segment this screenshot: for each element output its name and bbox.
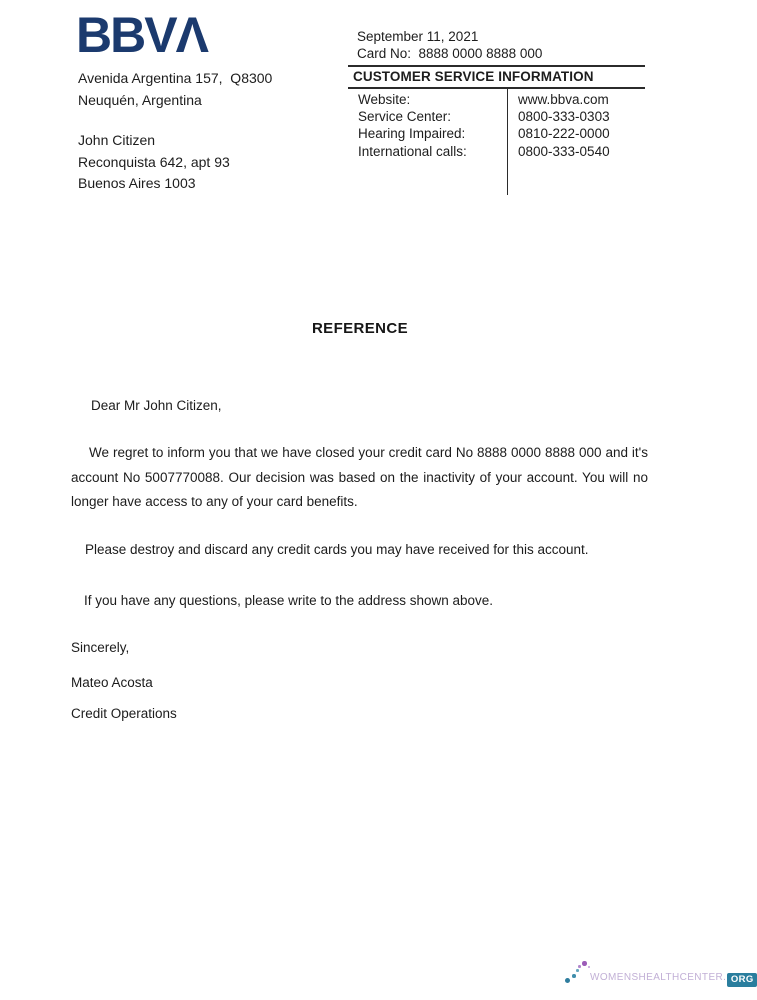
row-value: 0800-333-0540 (518, 143, 610, 159)
customer-service-panel (348, 29, 645, 195)
dot (565, 978, 570, 983)
recipient-address-line: Reconquista 642, apt 93 (78, 153, 230, 170)
sender-address-line: Neuquén, Argentina (78, 91, 202, 108)
recipient-name: John Citizen (78, 132, 156, 148)
table-row (348, 143, 645, 160)
row-label: International calls: (358, 143, 467, 159)
table-row (348, 125, 645, 142)
row-value: 0810-222-0000 (518, 126, 610, 142)
table-row (348, 108, 645, 125)
sender-address-block (78, 68, 272, 111)
recipient-address-line: Buenos Aires 1003 (78, 175, 196, 191)
paragraph-destroy-cards: Please destroy and discard any credit cards you may have received for this account. (85, 542, 589, 557)
dots-swoosh-icon (564, 959, 592, 987)
row-label: Website: (358, 92, 411, 107)
signature-title: Credit Operations (71, 706, 177, 721)
watermark-org-badge: ORG (727, 973, 757, 988)
dot (582, 961, 587, 966)
dot (572, 974, 576, 978)
customer-service-table-title: CUSTOMER SERVICE INFORMATION (348, 67, 645, 89)
watermark-text (590, 972, 757, 987)
letter-heading: REFERENCE (311, 320, 409, 337)
bbva-logo: BBVΛ (76, 7, 207, 63)
customer-service-rows (348, 89, 645, 195)
table-row (348, 91, 645, 108)
letter-date: September 11, 2021 (357, 29, 479, 44)
salutation: Dear Mr John Citizen, (91, 398, 222, 413)
card-number: Card No: 8888 0000 8888 000 (357, 45, 543, 61)
row-label: Service Center: (358, 109, 452, 125)
row-value: 0800-333-0303 (518, 109, 610, 125)
sender-address-line: Avenida Argentina 157, Q8300 (78, 70, 273, 86)
dot (588, 966, 590, 968)
row-value: www.bbva.com (518, 92, 609, 107)
dot (576, 969, 579, 972)
closing: Sincerely, (71, 640, 130, 655)
customer-service-table (348, 65, 645, 195)
row-label: Hearing Impaired: (358, 126, 466, 142)
dot (578, 965, 581, 968)
paragraph-closure-notice: We regret to inform you that we have closed your credit card No 8888 0000 8888 000 and it's account No 5007770088. Our decision was based on the inactivity of your account. You will no longer have access to any of your card benefits. (71, 445, 648, 510)
recipient-address-block (78, 130, 230, 195)
signature-name: Mateo Acosta (71, 675, 153, 690)
watermark-site-name: WOMENSHEALTHCENTER. (590, 972, 727, 983)
paragraph-questions: If you have any questions, please write to the address shown above. (84, 593, 494, 608)
